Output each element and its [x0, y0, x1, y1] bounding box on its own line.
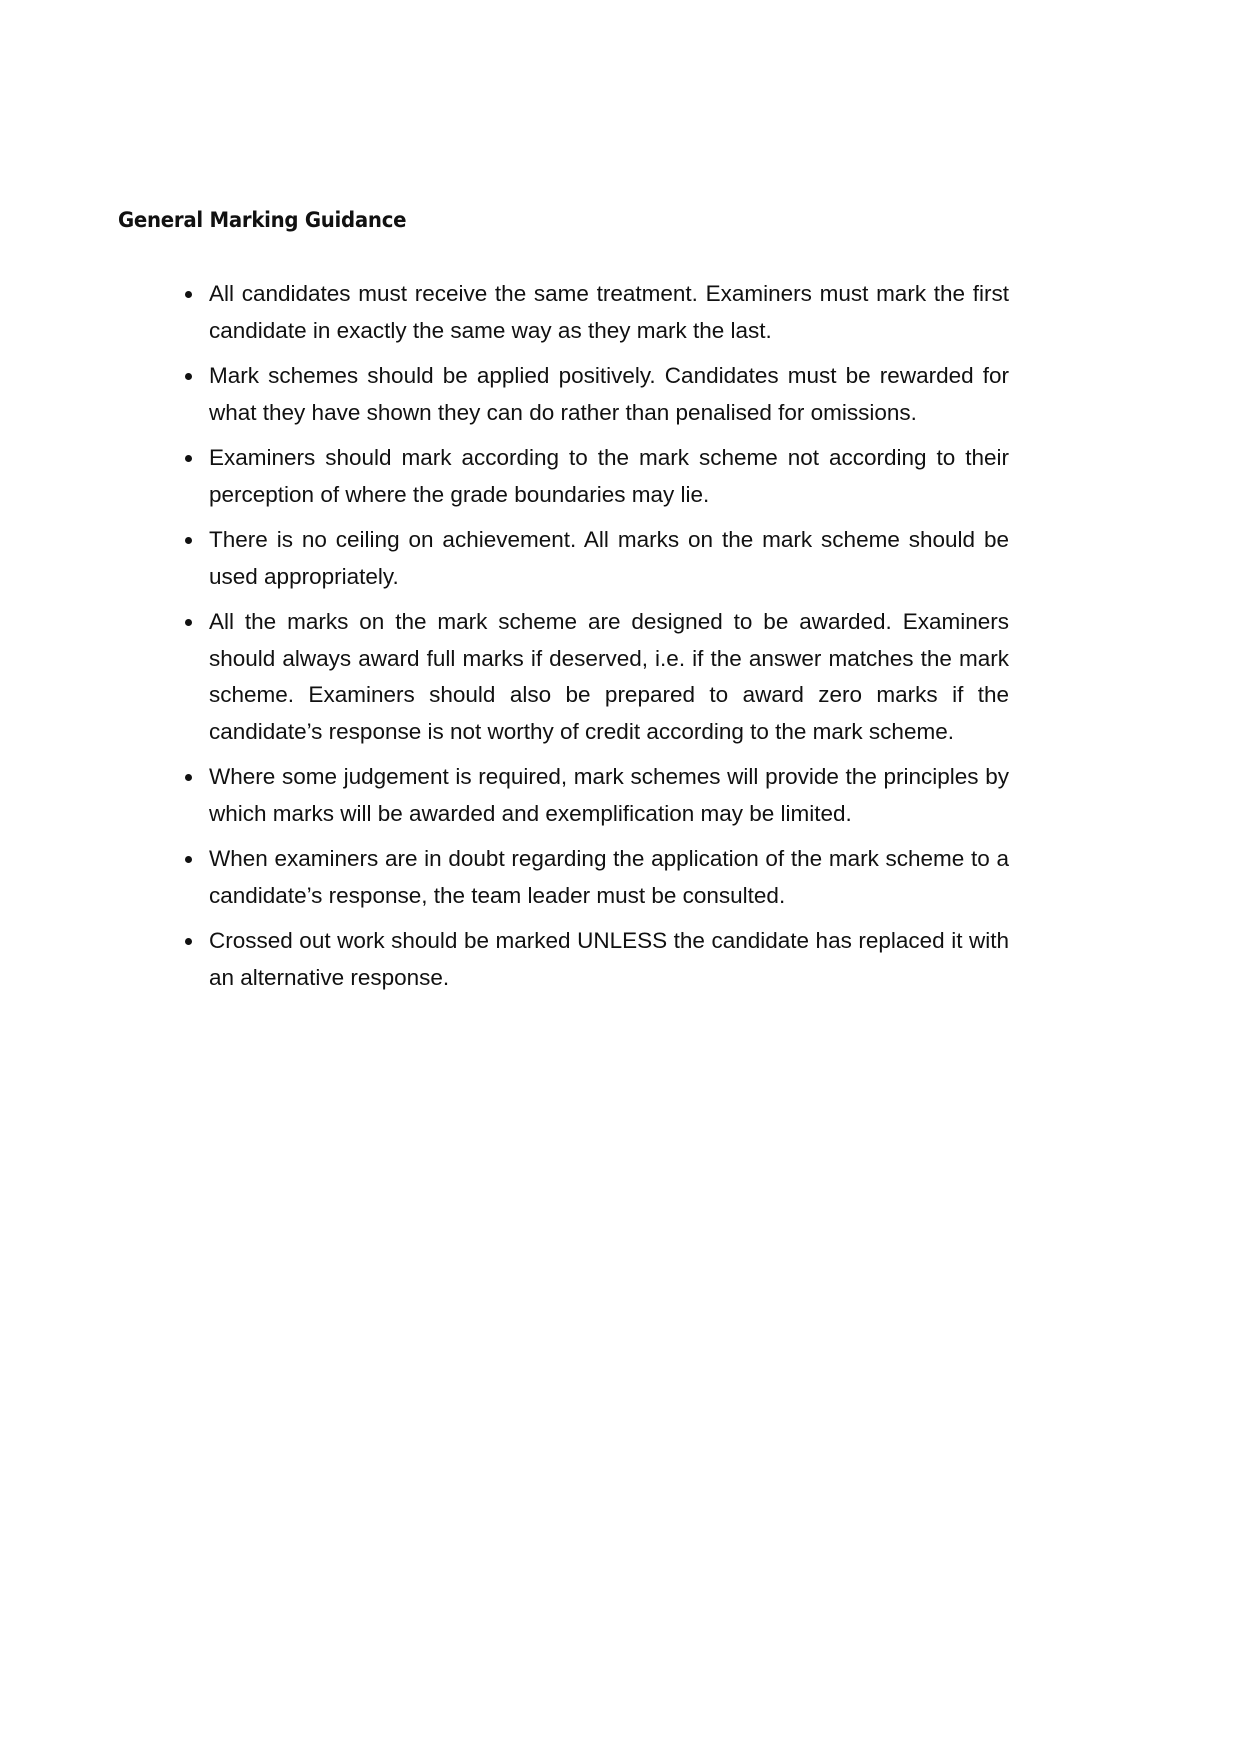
list-item — [209, 522, 1009, 595]
bullet-icon — [185, 373, 192, 380]
list-item — [209, 604, 1009, 750]
list-item — [209, 276, 1009, 349]
bullet-icon — [185, 537, 192, 544]
list-item-text: All the marks on the mark scheme are designed to be awarded. Examiners should always award full marks if deserved, i.e. if the answer matches the mark scheme. Examiners should also be prepared to award zero marks if the candidate’s response is not worthy of credit according to the mark scheme. — [209, 609, 1009, 744]
bullet-icon — [185, 455, 192, 462]
list-item — [209, 841, 1009, 914]
list-item-text: There is no ceiling on achievement. All marks on the mark scheme should be used appropriately. — [209, 527, 1009, 589]
list-item — [209, 358, 1009, 431]
list-item-text: Where some judgement is required, mark schemes will provide the principles by which marks will be awarded and exemplification may be limited. — [209, 764, 1009, 826]
bullet-icon — [185, 938, 192, 945]
bullet-icon — [185, 619, 192, 626]
list-item-text: Examiners should mark according to the mark scheme not according to their perception of where the grade boundaries may lie. — [209, 445, 1009, 507]
list-item-text: All candidates must receive the same treatment. Examiners must mark the first candidate in exactly the same way as they mark the last. — [209, 281, 1009, 343]
bullet-icon — [185, 856, 192, 863]
list-item — [209, 759, 1009, 832]
list-item-text: Crossed out work should be marked UNLESS the candidate has replaced it with an alternative response. — [209, 928, 1009, 990]
bullet-icon — [185, 774, 192, 781]
list-item-text: When examiners are in doubt regarding the application of the mark scheme to a candidate’s response, the team leader must be consulted. — [209, 846, 1009, 908]
guidance-list — [209, 276, 1009, 1005]
bullet-icon — [185, 291, 192, 298]
list-item — [209, 440, 1009, 513]
list-item-text: Mark schemes should be applied positively. Candidates must be rewarded for what they have shown they can do rather than penalised for omissions. — [209, 363, 1009, 425]
section-heading: General Marking Guidance — [118, 208, 407, 232]
list-item — [209, 923, 1009, 996]
